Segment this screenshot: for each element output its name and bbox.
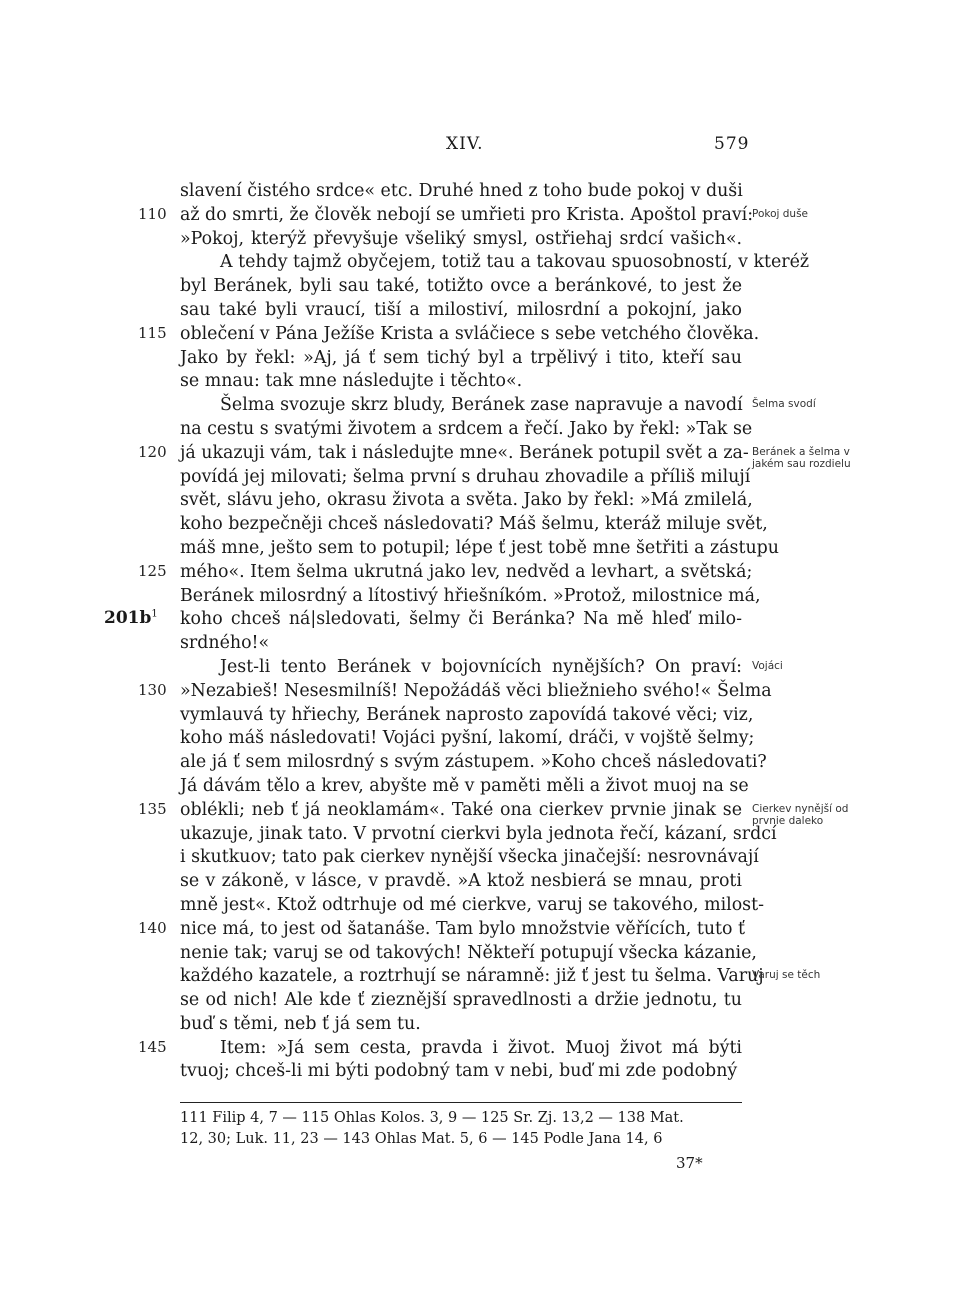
- text-line: srdného!«: [180, 633, 270, 654]
- line-number: 125: [138, 561, 167, 580]
- line-number: 120: [138, 442, 167, 461]
- text-line: Beránek milosrdný a lítostivý hřiešníkóm. »Protož, milostnice má,: [180, 585, 761, 606]
- text-line: nice má, to jest od šatanáše. Tam bylo množstvie věřících, tuto ť: [180, 918, 746, 939]
- page-number: 579: [714, 134, 750, 154]
- text-line: »Pokoj, kterýž převyšuje všeliký smysl, ostřiehaj srdcí vašich«.: [180, 228, 742, 249]
- text-line: já ukazuji vám, tak i následujte mne«. Beránek potupil svět a za-: [180, 442, 749, 463]
- margin-note: Šelma svodí: [752, 398, 816, 411]
- text-line: ukazuje, jinak tato. V prvotní cierkvi byla jednota řečí, kázaní, srdcí: [180, 823, 777, 844]
- text-line: mně jest«. Ktož odtrhuje od mé cierkve, varuj se takového, milost-: [180, 894, 764, 915]
- text-line: se od nich! Ale kde ť zieznější spravedlnosti a držie jednotu, tu: [180, 990, 742, 1011]
- text-line: vymlauvá ty hřiechy, Beránek naprosto zapovídá takové věci; viz,: [180, 704, 754, 725]
- line-number: 135: [138, 799, 167, 818]
- text-line: »Nezabieš! Nesesmilníš! Nepožádáš věci bliežnieho svého!« Šelma: [180, 680, 772, 701]
- text-line: Já dávám tělo a krev, abyšte mě v paměti měli a život muoj na se: [180, 775, 749, 796]
- text-line: byl Beránek, byli sau také, totižto ovce a beránkové, to jest že: [180, 276, 742, 297]
- text-line: tvuoj; chceš-li mi býti podobný tam v nebi, buď mi zde podobný: [180, 1061, 738, 1082]
- text-line: Jako by řekl: »Aj, já ť sem tichý byl a trpělivý i tito, kteří sau: [180, 347, 742, 368]
- text-line: koho máš následovati! Vojáci pyšní, lakomí, dráči, v vojště šelmy;: [180, 728, 755, 749]
- text-line: koho chceš ná|sledovati, šelmy či Beránka? Na mě hleď milo-: [180, 609, 742, 630]
- text-line: buď s těmi, neb ť já sem tu.: [180, 1013, 421, 1034]
- text-line: Item: »Já sem cesta, pravda i život. Muoj život má býti: [220, 1037, 742, 1058]
- text-line: na cestu s svatými životem a srdcem a řečí. Jako by řekl: »Tak se: [180, 418, 753, 439]
- margin-note: Vojáci: [752, 660, 783, 672]
- folio-superscript: 1: [151, 608, 158, 620]
- line-number: 115: [138, 323, 167, 342]
- folio-marker: [104, 608, 158, 628]
- text-line: oblečení v Pána Ježíše Krista a svláčiece s sebe vetchého člověka.: [180, 323, 760, 344]
- text-line: Jest-li tento Beránek v bojovnících nynějších? On praví:: [220, 656, 742, 677]
- margin-note: Cierkev nynější od prvnie daleko: [752, 802, 849, 827]
- line-number: 140: [138, 918, 167, 937]
- footnote-line: 111 Filip 4, 7 — 115 Ohlas Kolos. 3, 9 — 125 Sr. Zj. 13,2 — 138 Mat.: [180, 1110, 684, 1126]
- text-line: sau také byli vraucí, tiší a milostiví, milosrdní a pokojní, jako: [180, 299, 742, 320]
- text-line: máš mne, ješto sem to potupil; lépe ť jest tobě mne šetřiti a zástupu: [180, 537, 780, 558]
- text-line: se mnau: tak mne následujte i těchto«.: [180, 371, 523, 392]
- text-line: se v zákoně, v lásce, v pravdě. »A ktož nesbierá se mnau, proti: [180, 871, 742, 892]
- footnote-line: 12, 30; Luk. 11, 23 — 143 Ohlas Mat. 5, 6 — 145 Podle Jana 14, 6: [180, 1131, 663, 1147]
- text-line: povídá jej milovati; šelma první s druhau zhovadile a příliš milují: [180, 466, 751, 487]
- margin-note: Beránek a šelma v jakém sau rozdielu: [752, 445, 851, 470]
- chapter-heading: XIV.: [446, 134, 484, 154]
- text-line: nenie tak; varuj se od takových! Někteří potupují všecka kázanie,: [180, 942, 757, 963]
- margin-note: Pokoj duše: [752, 207, 809, 220]
- text-line: až do smrti, že člověk nebojí se umřieti pro Krista. Apoštol praví:: [180, 204, 754, 225]
- footnote-rule: [180, 1102, 742, 1103]
- text-line: Šelma svozuje skrz bludy, Beránek zase napravuje a navodí: [220, 395, 743, 416]
- folio-label: 201b: [104, 608, 152, 629]
- footnotes: [180, 1108, 742, 1150]
- text-line: každého kazatele, a roztrhují se náramně: již ť jest tu šelma. Varuj: [180, 966, 764, 987]
- line-number: 110: [138, 204, 167, 223]
- text-line: koho bezpečněji chceš následovati? Máš šelmu, kteráž miluje svět,: [180, 514, 768, 535]
- text-line: oblékli; neb ť já neoklamám«. Také ona cierkev prvnie jinak se: [180, 799, 742, 820]
- margin-note: Varuj se těch: [752, 969, 821, 982]
- line-number: 130: [138, 680, 167, 699]
- text-line: slavení čistého srdce« etc. Druhé hned z toho bude pokoj v duši: [180, 181, 743, 201]
- line-number: 145: [138, 1037, 167, 1056]
- text-line: i skutkuov; tato pak cierkev nynější všecka jinačejší: nesrovnávají: [180, 847, 759, 868]
- text-line: svět, slávu jeho, okrasu života a světa. Jako by řekl: »Má zmilelá,: [180, 490, 753, 511]
- text-line: ale já ť sem milosrdný s svým zástupem. »Koho chceš následovati?: [180, 752, 767, 773]
- printer-signature: 37*: [676, 1154, 703, 1172]
- text-line: mého«. Item šelma ukrutná jako lev, nedvěd a levhart, a světská;: [180, 561, 753, 582]
- text-line: A tehdy tajmž obyčejem, totiž tau a takovau spuosobností, v kteréž: [220, 252, 810, 273]
